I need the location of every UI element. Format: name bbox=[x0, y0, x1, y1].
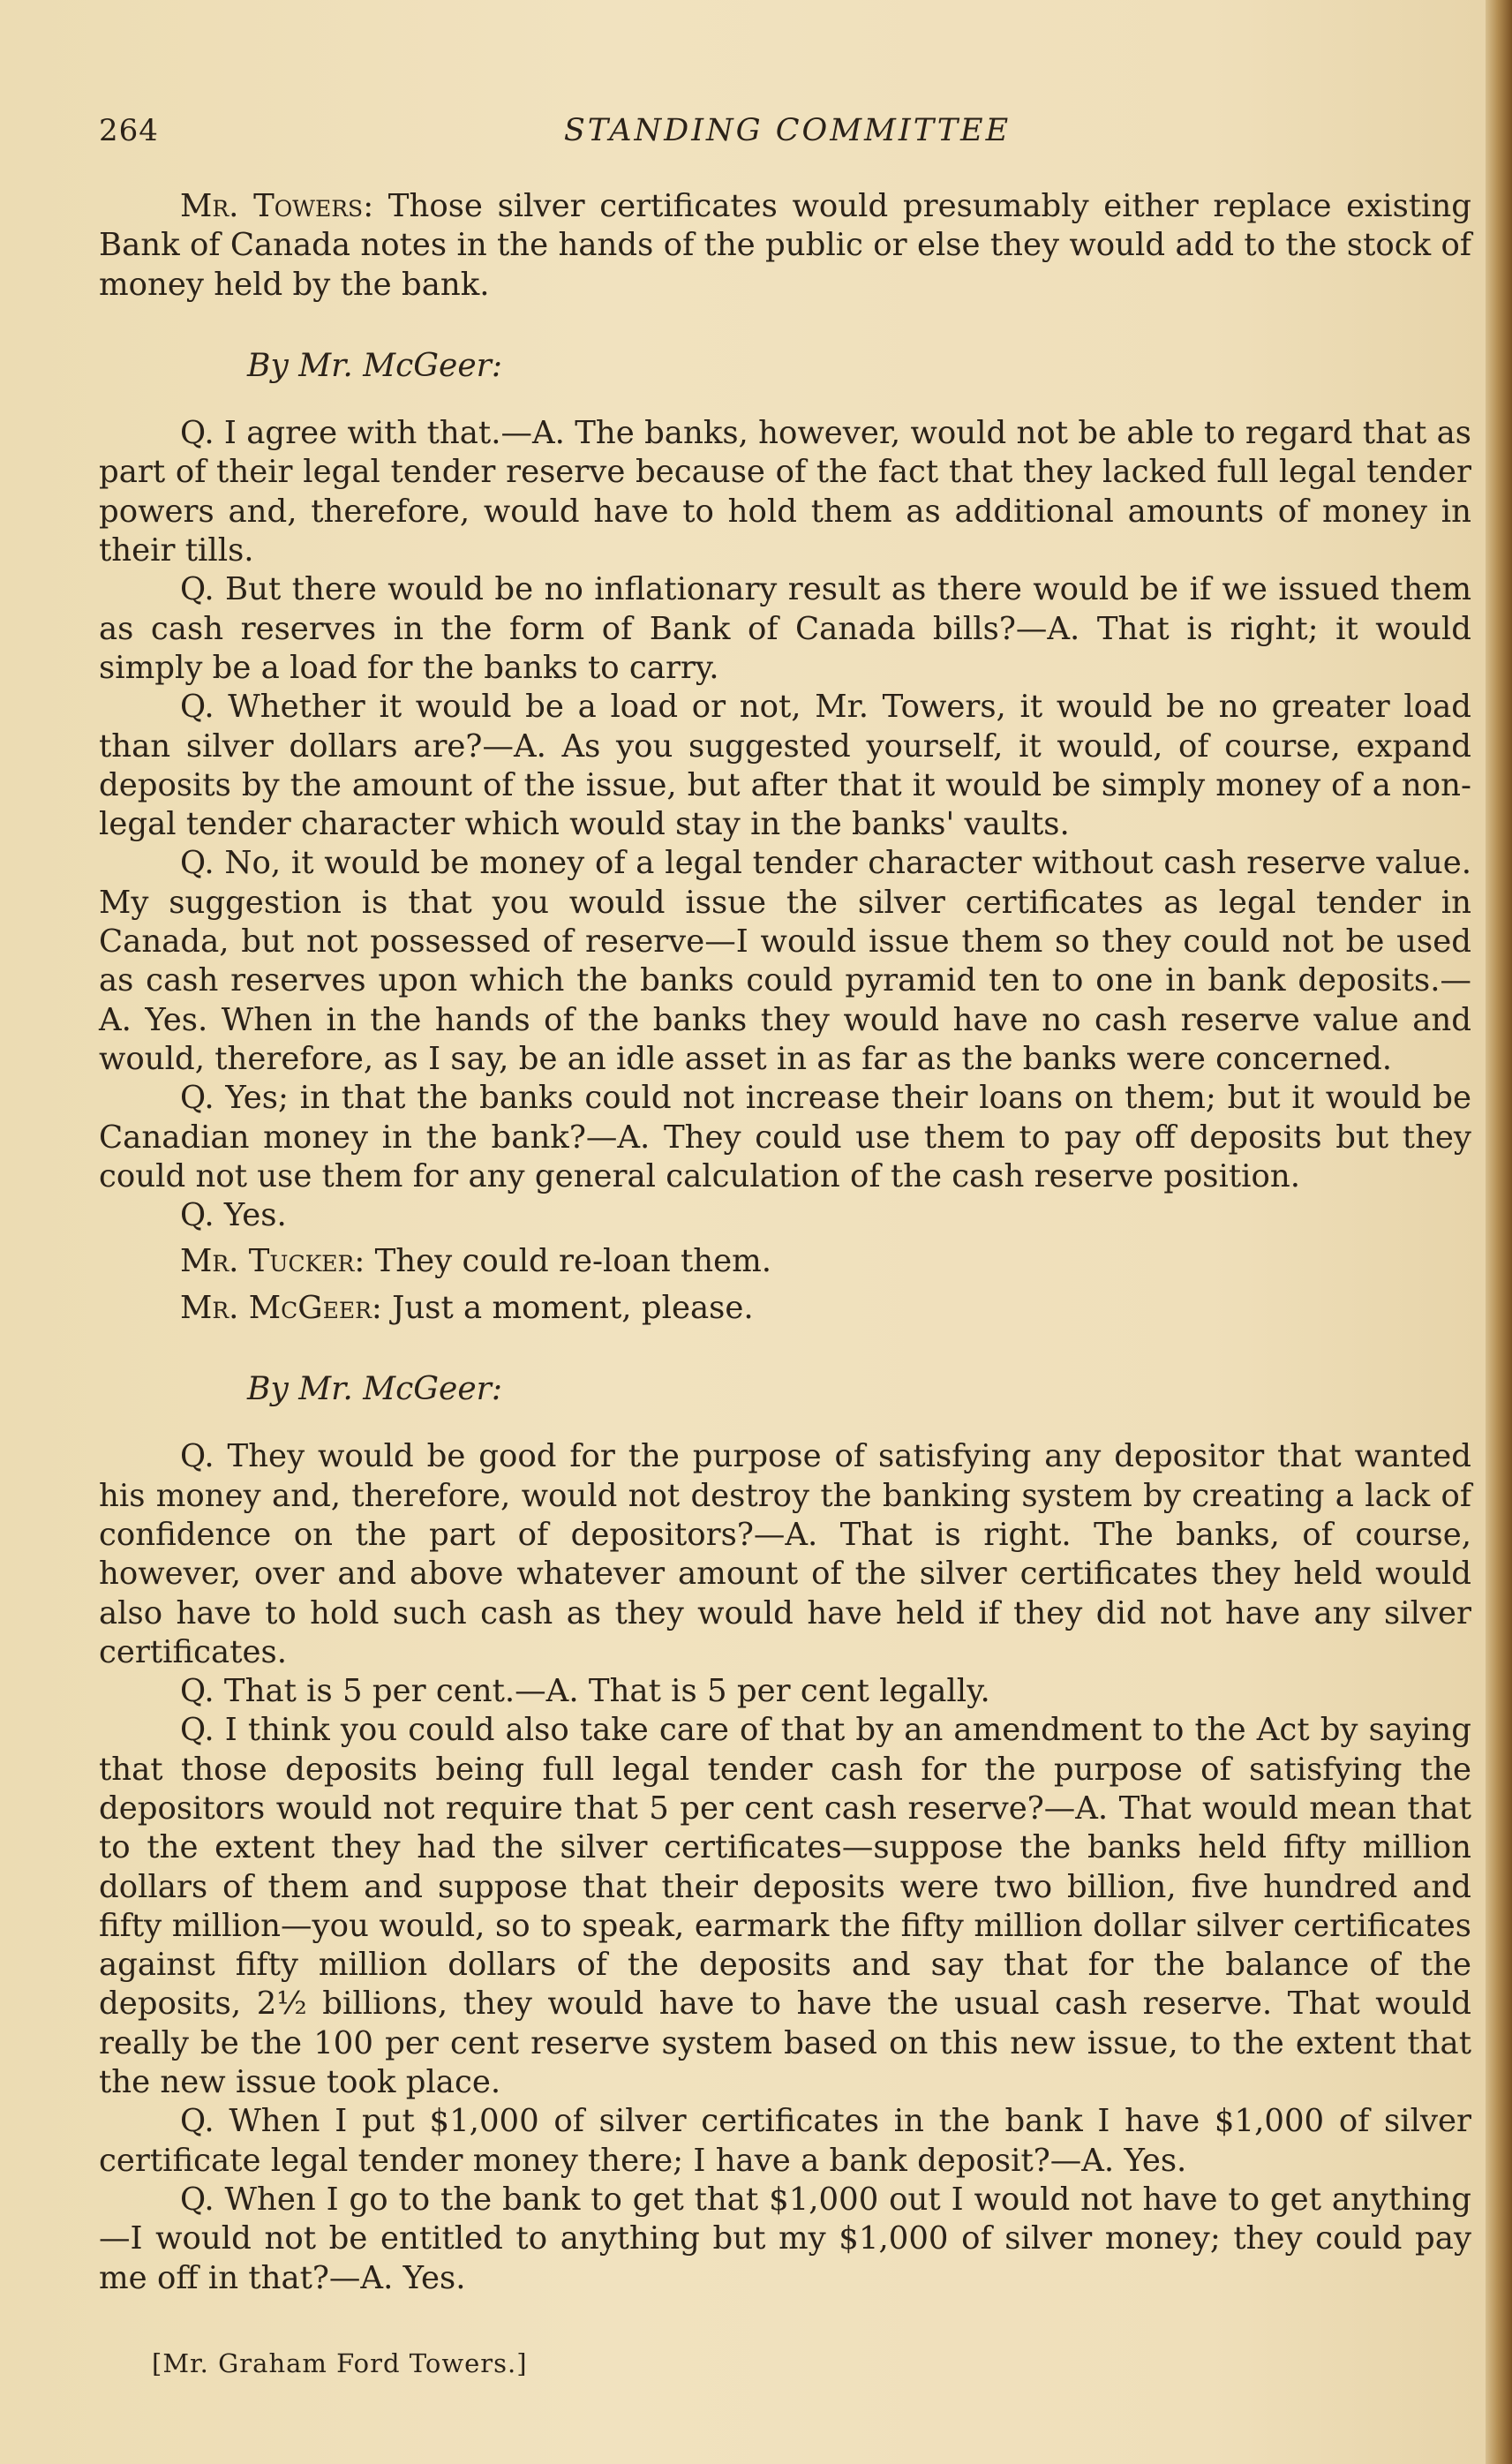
transcript-body bbox=[99, 187, 1471, 2298]
question-answer-paragraph: Q. No, it would be money of a legal tender character without cash reserve value. My suggestion is that you would issue the silver certificates as legal tender in Canada, but not possessed of reserve—I would issue them so they could not be used as cash reserves upon which the banks could pyramid ten to one in bank deposits.—A. Yes. When in the hands of the banks they would have no cash reserve value and would, therefore, as I say, be an idle asset in as far as the banks were concerned. bbox=[99, 845, 1471, 1077]
statement-text: : They could re-loan them. bbox=[354, 1243, 772, 1280]
examiner-heading: By Mr. McGeer: bbox=[247, 1371, 502, 1408]
statement-text: : Those silver certificates would presumably either replace existing Bank of Canada notes in the hands of the public or else they would add to the stock of money held by the bank. bbox=[99, 188, 1471, 303]
question-answer-paragraph: Q. Yes; in that the banks could not increase their loans on them; but it would be Canadian money in the bank?—A. They could use them to pay off deposits but they could not use them for any general calculation of the cash reserve position. bbox=[99, 1080, 1471, 1194]
statement-paragraph bbox=[99, 187, 1471, 305]
question-answer-paragraph: Q. I agree with that.—A. The banks, however, would not be able to regard that as part of their legal tender reserve because of the fact that they lacked full legal tender powers and, therefore, would have to hold them as additional amounts of money in their tills. bbox=[99, 415, 1471, 569]
speaker-name: Mr. McGeer bbox=[180, 1289, 372, 1326]
speaker-name: Mr. Tucker bbox=[180, 1243, 355, 1280]
page-number: 264 bbox=[99, 113, 159, 148]
page-binding-edge bbox=[1486, 0, 1512, 2464]
speaker-name: Mr. Towers bbox=[180, 188, 364, 224]
running-head bbox=[99, 113, 1476, 157]
question-answer-paragraph: Q. Whether it would be a load or not, Mr. Towers, it would be no greater load than silver dollars are?—A. As you suggested yourself, it would, of course, expand deposits by the amount of the issue, but after that it would be simply money of a non-legal tender character which would stay in the banks' vaults. bbox=[99, 689, 1471, 843]
witness-footer: [Mr. Graham Ford Towers.] bbox=[152, 2348, 528, 2378]
question-answer-paragraph: Q. When I put $1,000 of silver certificates in the bank I have $1,000 of silver certificate legal tender money there; I have a bank deposit?—A. Yes. bbox=[99, 2103, 1471, 2179]
statement-paragraph bbox=[99, 1289, 1471, 1328]
examiner-heading: By Mr. McGeer: bbox=[247, 347, 502, 384]
header-title: STANDING COMMITTEE bbox=[563, 113, 1012, 148]
question-paragraph: Q. Yes. bbox=[180, 1197, 287, 1234]
question-answer-paragraph: Q. When I go to the bank to get that $1,000 out I would not have to get anything—I would not be entitled to anything but my $1,000 of silver money; they could pay me off in that?—A. Yes. bbox=[99, 2181, 1471, 2296]
question-answer-paragraph: Q. But there would be no inflationary result as there would be if we issued them as cash reserves in the form of Bank of Canada bills?—A. That is right; it would simply be a load for the banks to carry. bbox=[99, 571, 1471, 686]
question-answer-paragraph: Q. That is 5 per cent.—A. That is 5 per cent legally. bbox=[180, 1673, 990, 1710]
question-answer-paragraph: Q. They would be good for the purpose of satisfying any depositor that wanted his money and, therefore, would not destroy the banking system by creating a lack of confidence on the part of depositors?—A. That is right. The banks, of course, however, over and above whatever amount of the silver certificates they held would also have to hold such cash as they would have held if they did not have any silver certificates. bbox=[99, 1438, 1471, 1670]
statement-text: : Just a moment, please. bbox=[371, 1289, 754, 1326]
statement-paragraph bbox=[99, 1242, 1471, 1281]
question-answer-paragraph: Q. I think you could also take care of that by an amendment to the Act by saying that those deposits being full legal tender cash for the purpose of satisfying the depositors would not require that 5 per cent cash reserve?—A. That would mean that to the extent they had the silver certificates—suppose the banks held fifty million dollars of them and suppose that their deposits were two billion, five hundred and fifty million—you would, so to speak, earmark the fifty million dollar silver certificates against fifty million dollars of the deposits and say that for the balance of the deposits, 2½ billions, they would have to have the usual cash reserve. That would really be the 100 per cent reserve system based on this new issue, to the extent that the new issue took place. bbox=[99, 1712, 1471, 2101]
